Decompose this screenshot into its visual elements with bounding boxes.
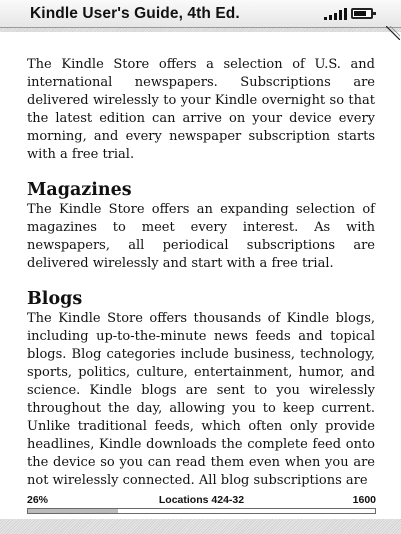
progress-bar-fill: [28, 509, 118, 513]
battery-tip: [373, 12, 376, 15]
section-heading: Magazines: [27, 180, 132, 200]
body-paragraph: The Kindle Store offers an expanding selection of magazines to meet every interest. As with newspapers, all periodical subscriptions are delivered wirelessly and start with a free trial.: [27, 202, 375, 271]
progress-bar: [27, 508, 376, 514]
signal-strength-icon: [323, 8, 349, 20]
status-bar-panel: [0, 0, 401, 28]
total-locations: 1600: [352, 494, 376, 506]
location-range: Locations 424-32: [158, 494, 245, 506]
battery-icon: [351, 8, 373, 19]
status-bar: [0, 0, 401, 32]
book-title: Kindle User's Guide, 4th Ed.: [30, 5, 240, 22]
bottom-bezel: [0, 519, 401, 534]
body-paragraph: The Kindle Store offers a selection of U.S. and international newspapers. Subscriptions are delivered wirelessly to your Kindle overnight so that the latest edition can arrive on your device every morning, and every newspaper subscription starts with a free trial.: [27, 57, 375, 162]
reading-pane[interactable]: [27, 56, 375, 490]
percent-read: 26%: [27, 494, 49, 506]
section-heading: Blogs: [27, 289, 83, 309]
body-paragraph: The Kindle Store offers thousands of Kindle blogs, including up-to-the-minute news feeds and topical blogs. Blog categories include business, technology, sports, politics, culture, entertainment, humor, and science. Kindle blogs are sent to you wirelessly throughout the day, allowing you to keep current. Unlike traditional feeds, which often only provide headlines, Kindle downloads the complete feed onto the device so you can read them even when you are not wirelessly connected. All blog subscriptions are: [27, 311, 375, 488]
page-corner-fold-icon: [386, 26, 400, 40]
battery-level: [354, 11, 366, 16]
